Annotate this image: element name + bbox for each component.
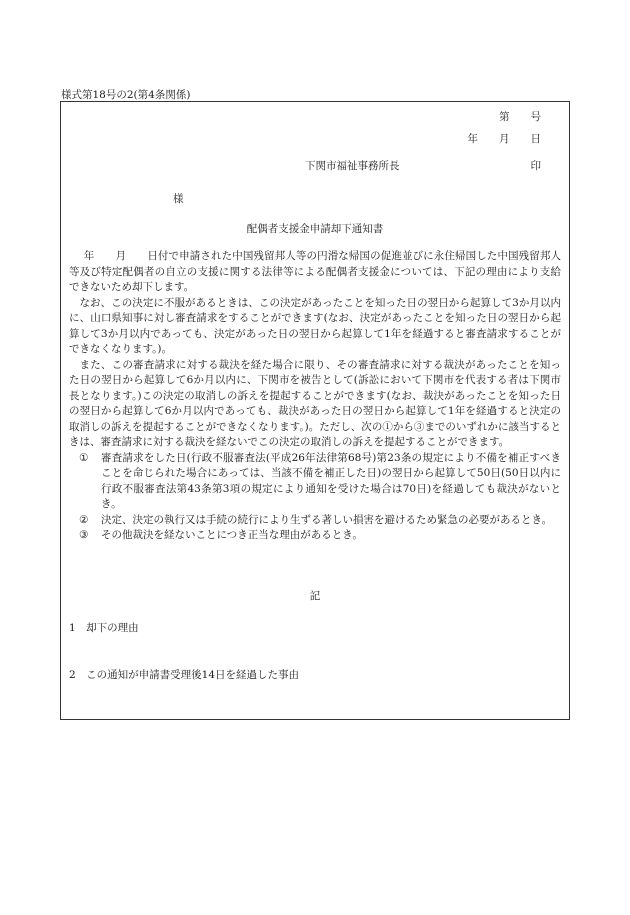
list-item xyxy=(69,513,561,529)
section-reason: 1 却下の理由 xyxy=(69,622,139,634)
item-number: ② xyxy=(79,513,89,526)
sender-name: 下関市福祉事務所長 xyxy=(305,160,400,172)
section-delay-reason: 2 この通知が申請書受理後14日を経過した事由 xyxy=(69,669,300,681)
seal-mark: 印 xyxy=(530,160,541,172)
form-number-label: 様式第18号の2(第4条関係) xyxy=(61,89,191,101)
item-text: その他裁決を経ないことにつき正当な理由があるとき。 xyxy=(101,529,363,541)
notice-frame xyxy=(60,101,570,720)
addressee-suffix: 様 xyxy=(173,193,184,205)
item-number: ③ xyxy=(79,529,89,541)
list-item xyxy=(69,528,561,544)
paragraph-rejection: 年 月 日付で申請された中国残留邦人等の円滑な帰国の促進並びに永住帰国した中国残留邦人等及び特定配偶者の自立の支援に関する法律等による配偶者支援金については、下記の理由により支給できないため却下します。 xyxy=(69,250,561,293)
issue-date-line: 年 月 日 xyxy=(467,133,541,145)
notice-body xyxy=(69,249,561,544)
item-number: ① xyxy=(79,451,89,464)
item-text: 決定、決定の執行又は手続の続行により生ずる著しい損害を避けるため緊急の必要があるとき。 xyxy=(101,513,553,526)
document-number-line: 第 号 xyxy=(499,111,541,123)
paragraph-lawsuit-notice: また、この審査請求に対する裁決を経た場合に限り、その審査請求に対する裁決があったことを知った日の翌日から起算して6か月以内に、下関市を被告として(訴訟において下関市を代表する者は下関市長となります。)この決定の取消しの訴えを提起することができます(なお、裁決があったことを知った日の翌日から起算して6か月以内であっても、裁決があった日の翌日から起算して1年を経過すると決定の取消しの訴えを提起することができなくなります。)。ただし、次の①から③までのいずれかに該当するときは、審査請求に対する裁決を経ないでこの決定の取消しの訴えを提起することができます。 xyxy=(69,358,561,448)
paragraph-appeal-notice: なお、この決定に不服があるときは、この決定があったことを知った日の翌日から起算して3か月以内に、山口県知事に対し審査請求をすることができます(なお、決定があったことを知った日の翌日から起算して3か月以内であっても、決定があった日の翌日から起算して1年を経過すると審査請求することができなくなります。)。 xyxy=(69,296,561,355)
exception-list xyxy=(69,451,561,544)
item-text: 審査請求をした日(行政不服審査法(平成26年法律第68号)第23条の規定により不備を補正すべきことを命じられた場合にあっては、当該不備を補正した日)の翌日から起算して50日(50日以内に行政不服審査法第43条第3項の規定により通知を受けた場合は70日)を経過しても裁決がないとき。 xyxy=(101,451,561,510)
note-heading: 記 xyxy=(309,590,321,602)
document-title: 配偶者支援金申請却下通知書 xyxy=(246,223,384,235)
list-item xyxy=(69,451,561,513)
